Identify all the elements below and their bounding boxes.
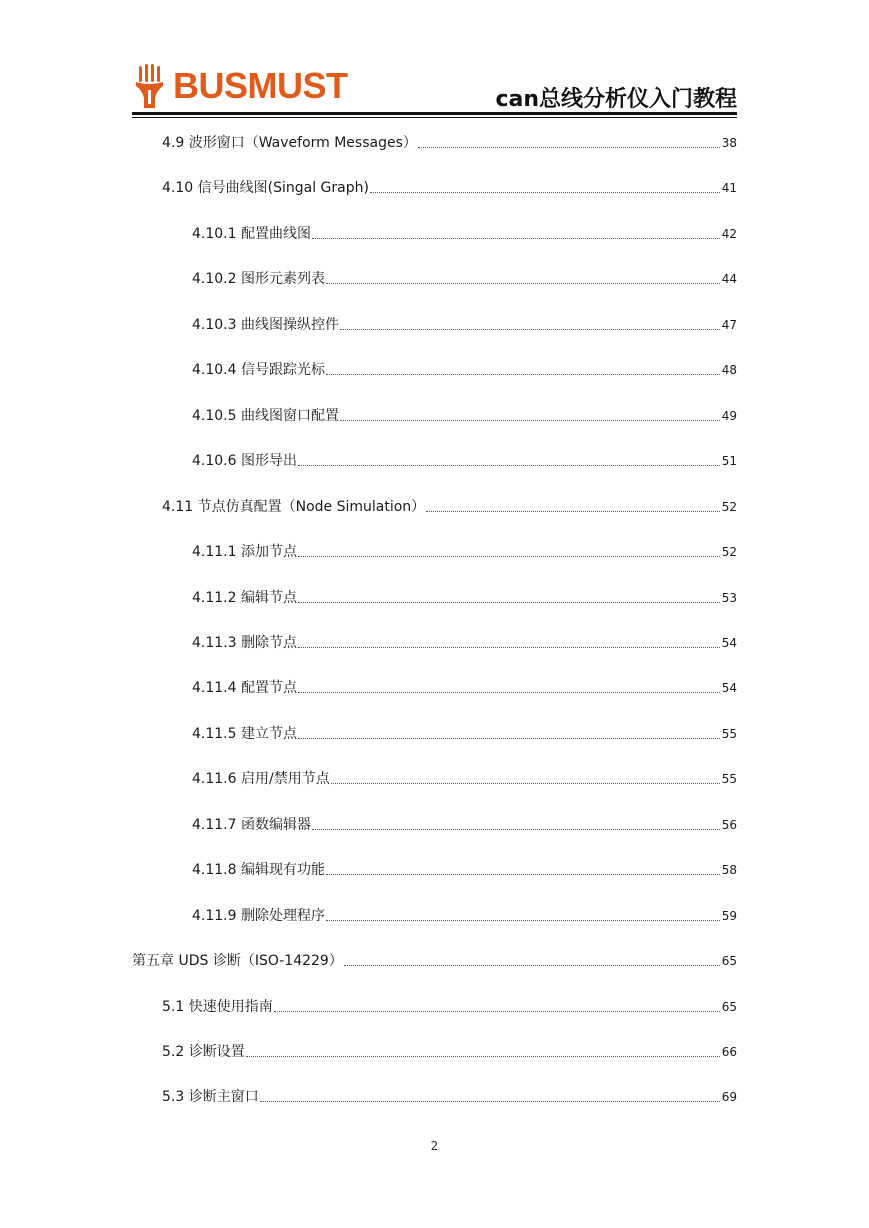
toc-entry[interactable]: [162, 497, 737, 517]
toc-entry-page: 55: [721, 772, 737, 787]
toc-entry-page: 54: [721, 635, 737, 650]
toc-entry-page: 52: [721, 499, 737, 514]
toc-entry[interactable]: [192, 815, 737, 835]
toc-entry-label: 4.11.4 配置节点: [192, 680, 297, 697]
toc-entry-page: 65: [721, 999, 737, 1014]
toc-entry-label: 4.9 波形窗口（Waveform Messages）: [162, 135, 417, 151]
toc-entry-label: 第五章 UDS 诊断（ISO-14229）: [132, 953, 343, 970]
busmust-logo: [135, 64, 348, 108]
toc-entry[interactable]: [192, 269, 737, 289]
toc-entry-page: 54: [721, 681, 737, 696]
toc-dot-leader: [298, 738, 720, 739]
toc-entry-label: 4.11.1 添加节点: [192, 544, 297, 561]
toc-entry-label: 5.2 诊断设置: [162, 1044, 245, 1060]
toc-entry-page: 42: [721, 226, 737, 241]
toc-dot-leader: [312, 829, 720, 830]
toc-dot-leader: [426, 511, 720, 512]
toc-dot-leader: [298, 692, 720, 693]
toc-entry[interactable]: [132, 951, 737, 971]
toc-dot-leader: [331, 783, 720, 784]
toc-entry-label: 4.11.5 建立节点: [192, 725, 297, 742]
toc-entry[interactable]: [162, 1087, 737, 1107]
toc-entry-label: 4.11.9 删除处理程序: [192, 907, 325, 924]
toc-entry[interactable]: [192, 542, 737, 562]
toc-entry[interactable]: [192, 588, 737, 608]
toc-dot-leader: [298, 602, 720, 603]
toc-dot-leader: [326, 283, 720, 284]
toc-entry-label: 4.11.2 编辑节点: [192, 589, 297, 606]
toc-entry[interactable]: [192, 315, 737, 335]
toc-entry[interactable]: [192, 451, 737, 471]
toc-dot-leader: [326, 920, 720, 921]
toc-entry-page: 66: [721, 1045, 737, 1059]
toc-entry-label: 4.11.3 删除节点: [192, 634, 297, 651]
toc-dot-leader: [340, 420, 720, 421]
toc-entry-label: 4.11.8 编辑现有功能: [192, 862, 325, 879]
toc-entry[interactable]: [162, 1042, 737, 1062]
busmust-logo-icon: [135, 64, 167, 108]
logo-text: BUSMUST: [173, 65, 348, 106]
header-rule-thick: [132, 112, 737, 115]
toc-entry-label: 4.11 节点仿真配置（Node Simulation）: [162, 498, 426, 515]
toc-entry[interactable]: [192, 633, 737, 653]
toc-entry[interactable]: [192, 769, 737, 789]
toc-dot-leader: [298, 556, 720, 557]
toc-entry-label: 4.10.2 图形元素列表: [192, 271, 325, 288]
toc-dot-leader: [418, 147, 720, 148]
toc-entry-page: 38: [721, 136, 737, 150]
toc-entry[interactable]: [162, 178, 737, 198]
toc-entry-page: 48: [721, 363, 737, 378]
toc-dot-leader: [340, 329, 720, 330]
toc-entry-page: 44: [721, 272, 737, 287]
toc-entry-label: 4.10.6 图形导出: [192, 453, 297, 470]
toc-entry-page: 53: [721, 590, 737, 605]
toc-dot-leader: [260, 1101, 720, 1102]
toc-entry[interactable]: [192, 406, 737, 426]
toc-entry-label: 4.10.4 信号跟踪光标: [192, 362, 325, 379]
toc-entry-page: 47: [721, 317, 737, 332]
toc-dot-leader: [274, 1011, 720, 1012]
toc-entry-label: 4.10.1 配置曲线图: [192, 225, 311, 242]
document-title: can总线分析仪入门教程: [495, 87, 737, 112]
toc-entry-label: 4.10.3 曲线图操纵控件: [192, 316, 339, 333]
toc-entry-label: 5.3 诊断主窗口: [162, 1089, 259, 1106]
toc-entry-label: 4.11.6 启用/禁用节点: [192, 771, 330, 788]
toc-entry[interactable]: [192, 224, 737, 244]
toc-entry-page: 51: [721, 454, 737, 469]
toc-entry[interactable]: [192, 906, 737, 926]
toc-dot-leader: [298, 647, 720, 648]
toc-entry-label: 4.10 信号曲线图(Singal Graph): [162, 180, 369, 197]
toc-entry-label: 5.1 快速使用指南: [162, 998, 273, 1015]
toc-dot-leader: [298, 465, 720, 466]
toc-dot-leader: [344, 965, 720, 966]
toc-dot-leader: [370, 192, 720, 193]
toc-entry[interactable]: [192, 860, 737, 880]
toc-entry[interactable]: [192, 678, 737, 698]
toc-entry-page: 59: [721, 908, 737, 923]
toc-entry-page: 49: [721, 408, 737, 423]
toc-entry-page: 69: [721, 1090, 737, 1105]
toc-entry-page: 55: [721, 726, 737, 741]
toc-entry-page: 58: [721, 863, 737, 878]
toc-entry-page: 41: [721, 181, 737, 196]
toc-entry[interactable]: [162, 133, 737, 153]
page-number: 2: [430, 1139, 439, 1153]
toc-entry-label: 4.10.5 曲线图窗口配置: [192, 407, 339, 424]
toc-entry[interactable]: [192, 360, 737, 380]
toc-entry-page: 56: [721, 817, 737, 832]
toc-entry[interactable]: [192, 724, 737, 744]
toc-entry-page: 65: [721, 954, 737, 969]
toc-dot-leader: [326, 874, 720, 875]
toc-dot-leader: [326, 374, 720, 375]
toc-entry-label: 4.11.7 函数编辑器: [192, 816, 311, 833]
toc-entry[interactable]: [162, 997, 737, 1017]
header-rule-thin: [132, 117, 737, 118]
toc-dot-leader: [312, 238, 720, 239]
toc-entry-page: 52: [721, 545, 737, 560]
toc-dot-leader: [246, 1056, 720, 1057]
